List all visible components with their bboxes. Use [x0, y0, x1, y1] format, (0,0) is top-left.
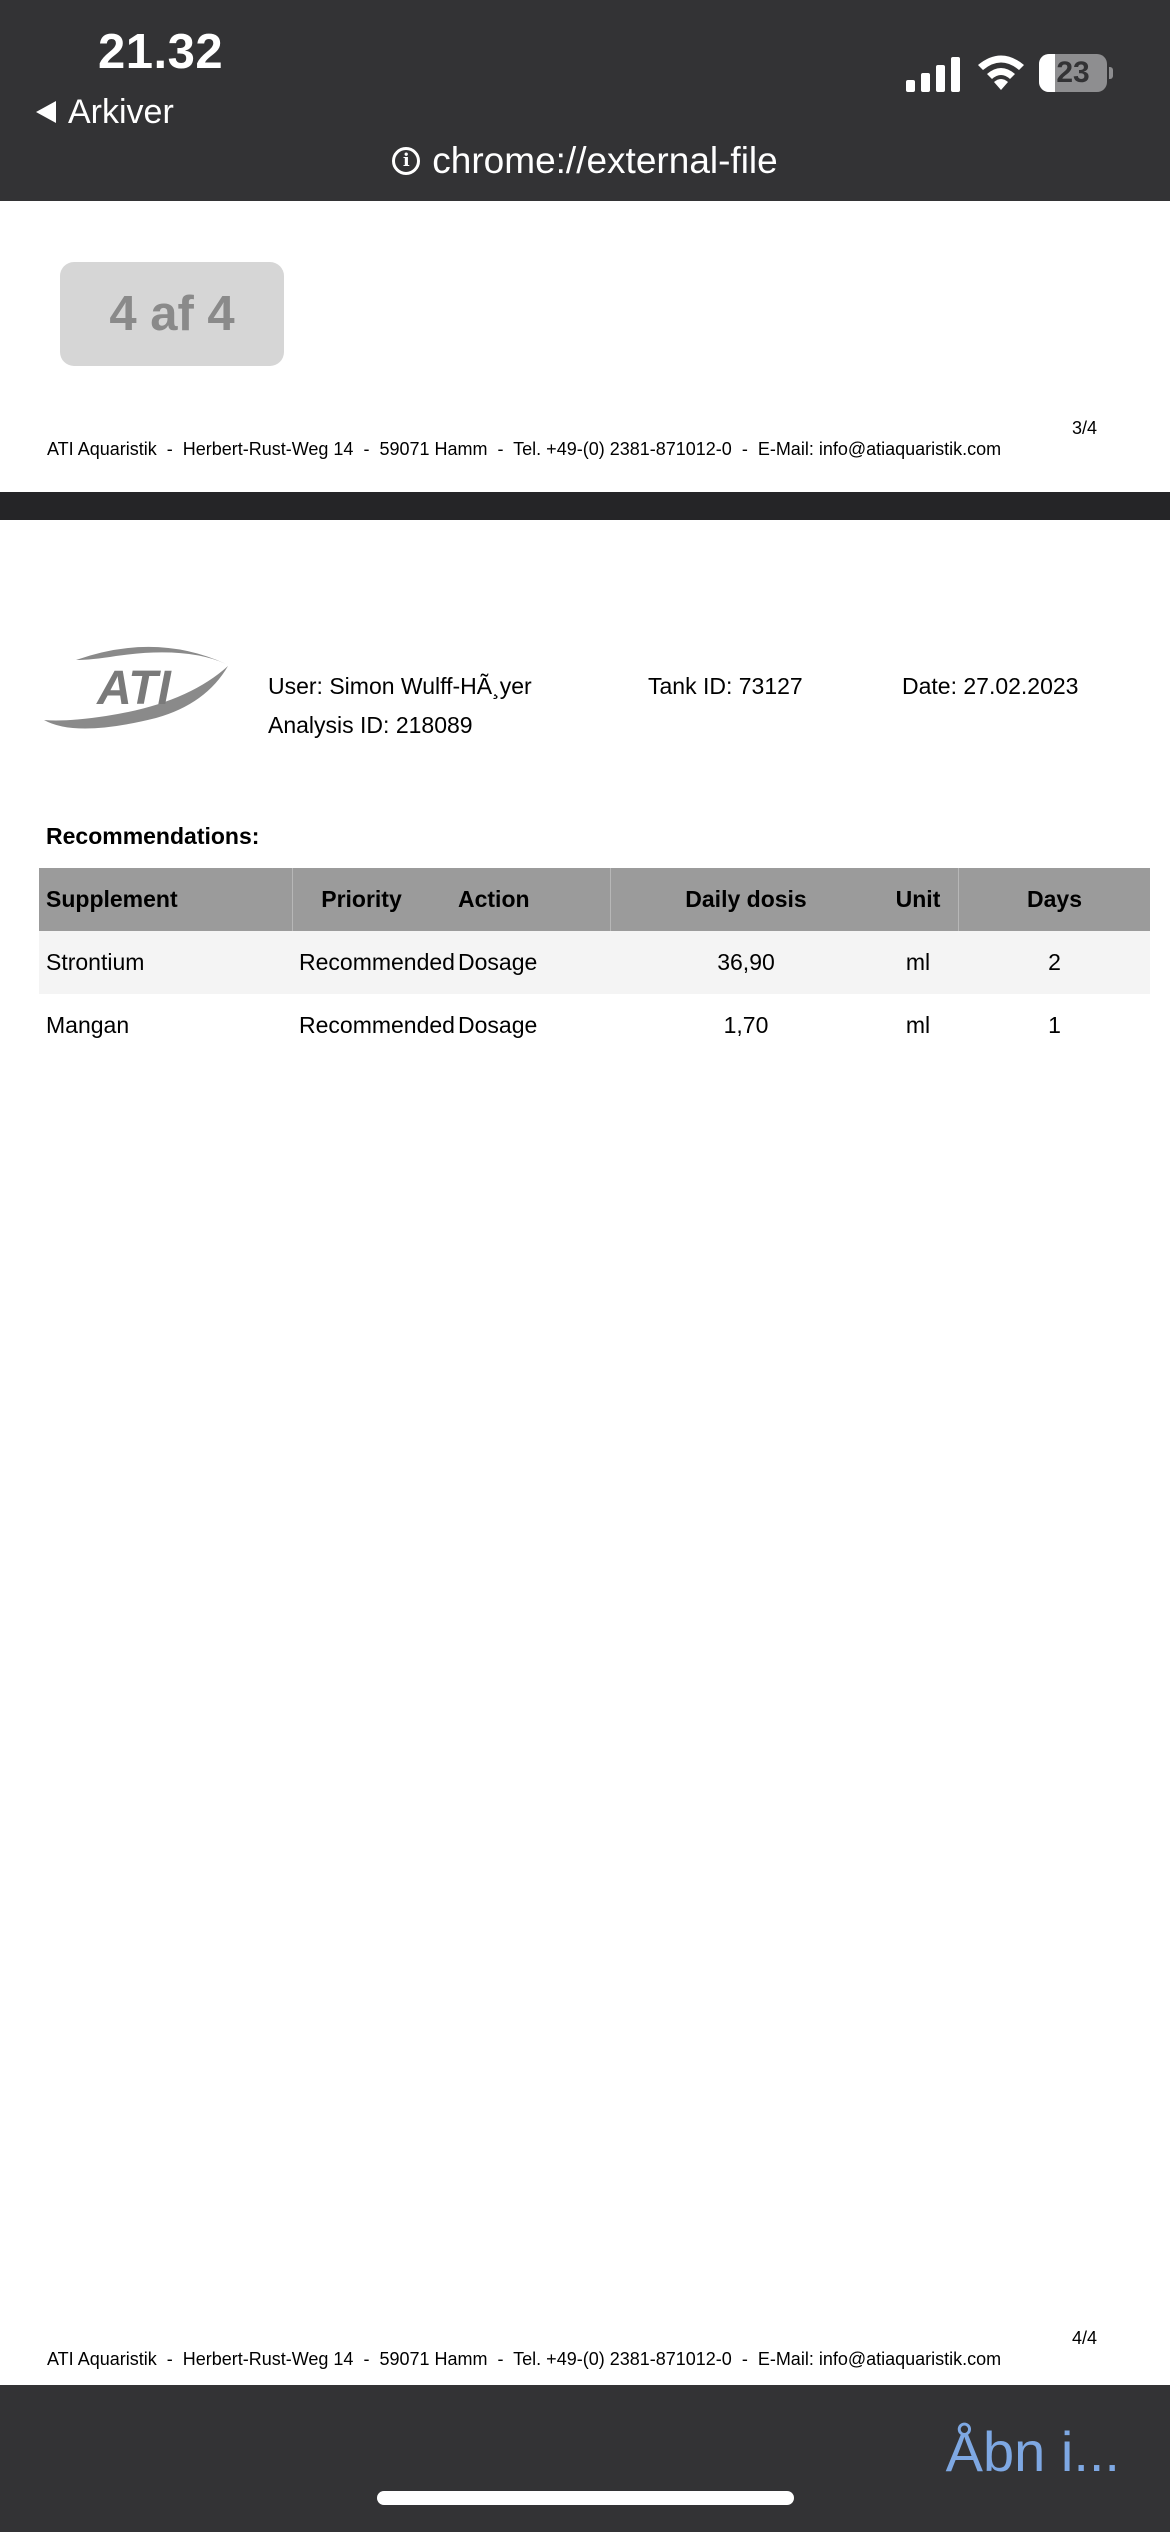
cell-daily-dosis: 36,90	[717, 949, 775, 975]
cell-daily-dosis: 1,70	[723, 1012, 769, 1038]
page-footer	[38, 2328, 1098, 2391]
home-indicator[interactable]	[377, 2491, 794, 2505]
status-time: 21.32	[98, 25, 224, 79]
page-footer	[38, 418, 1098, 481]
cell-supplement: Mangan	[46, 1012, 130, 1038]
back-label: Arkiver	[68, 92, 174, 131]
report-date: Date: 27.02.2023	[902, 673, 1079, 699]
cell-unit: ml	[905, 1012, 931, 1038]
table-header-row	[39, 868, 1150, 931]
info-icon[interactable]: i	[392, 147, 420, 175]
page-indicator: 4 af 4	[60, 262, 284, 366]
col-unit: Unit	[895, 886, 941, 912]
url-text: chrome://external-file	[432, 140, 778, 181]
cell-days: 2	[1048, 949, 1061, 975]
cellular-signal-icon	[906, 56, 960, 92]
col-priority: Priority	[321, 886, 402, 912]
address-bar[interactable]	[0, 134, 1170, 188]
battery-icon	[1039, 54, 1113, 92]
col-daily-dosis: Daily dosis	[685, 886, 807, 912]
back-to-app-button[interactable]	[36, 88, 174, 136]
logo-text: ATI	[97, 662, 171, 715]
report-tank-id: Tank ID: 73127	[648, 673, 803, 699]
ati-logo	[36, 638, 232, 738]
bottom-toolbar	[0, 2385, 1170, 2532]
recommendations-title: Recommendations:	[46, 823, 260, 849]
col-days: Days	[1027, 886, 1082, 912]
cell-action: Dosage	[458, 949, 538, 975]
col-supplement: Supplement	[46, 886, 178, 912]
cell-action: Dosage	[458, 1012, 538, 1038]
footer-page-number: 4/4	[1072, 2328, 1098, 2348]
open-in-button[interactable]: Åbn i...	[945, 2420, 1120, 2483]
report-user: User: Simon Wulff-HÃ¸yer	[268, 673, 532, 699]
back-arrow-icon	[36, 101, 56, 123]
wifi-icon	[975, 52, 1027, 92]
recommendations-table	[39, 868, 1150, 1057]
cell-priority: Recommended	[299, 1012, 455, 1038]
report-analysis-id: Analysis ID: 218089	[268, 712, 473, 738]
cell-unit: ml	[905, 949, 931, 975]
cell-days: 1	[1048, 1012, 1061, 1038]
table-row	[39, 931, 1150, 994]
top-bar	[0, 0, 1170, 201]
footer-page-number: 3/4	[1072, 418, 1098, 438]
footer-text: ATI Aquaristik - Herbert-Rust-Weg 14 - 59071 Hamm - Tel. +49-(0) 2381-871012-0 - E-Mail: info@atiaquaristik.com	[47, 439, 1002, 459]
cell-priority: Recommended	[299, 949, 455, 975]
footer-text: ATI Aquaristik - Herbert-Rust-Weg 14 - 59071 Hamm - Tel. +49-(0) 2381-871012-0 - E-Mail: info@atiaquaristik.com	[47, 2349, 1002, 2369]
battery-percentage: 23	[1056, 56, 1090, 89]
table-row	[39, 994, 1150, 1057]
col-action: Action	[458, 886, 530, 912]
page-separator	[0, 492, 1170, 520]
cell-supplement: Strontium	[46, 949, 145, 975]
